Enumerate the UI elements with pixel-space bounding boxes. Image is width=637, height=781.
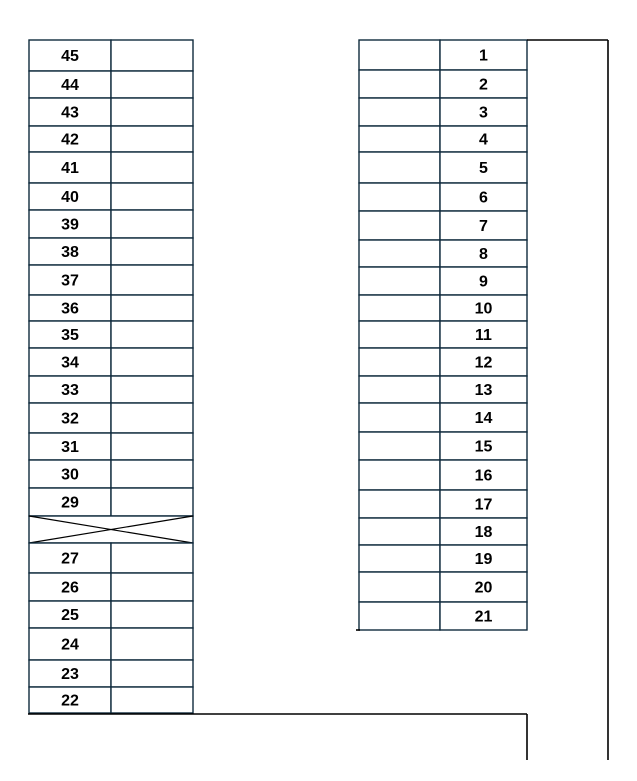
right-slot-row bbox=[359, 403, 527, 432]
left-slot-number: 24 bbox=[61, 636, 79, 654]
right-slot-row bbox=[359, 183, 527, 211]
left-slot-number: 31 bbox=[61, 439, 79, 456]
left-slot-blank-cell bbox=[111, 265, 193, 295]
left-slot-row bbox=[29, 321, 193, 348]
right-slot-number: 16 bbox=[474, 467, 493, 485]
right-slot-row bbox=[359, 572, 527, 602]
left-slot-number: 29 bbox=[61, 494, 79, 512]
right-slot-row bbox=[359, 432, 527, 460]
left-slot-number: 33 bbox=[61, 382, 79, 399]
right-slot-number: 4 bbox=[479, 131, 488, 149]
right-slot-number: 19 bbox=[474, 551, 493, 568]
left-slot-blank-cell bbox=[111, 321, 193, 348]
left-slot-blank-cell bbox=[111, 573, 193, 601]
left-slot-row bbox=[29, 543, 193, 573]
left-slot-row bbox=[29, 295, 193, 321]
right-slot-row bbox=[359, 321, 527, 348]
right-slot-blank-cell bbox=[359, 267, 440, 295]
left-slot-blank-cell bbox=[111, 403, 193, 433]
left-slot-number: 39 bbox=[61, 216, 79, 234]
left-slot-number: 27 bbox=[61, 550, 79, 568]
left-slot-blank-cell bbox=[111, 601, 193, 628]
right-slot-row bbox=[359, 295, 527, 321]
right-slot-blank-cell bbox=[359, 572, 440, 602]
left-slot-number: 30 bbox=[61, 466, 79, 484]
right-slot-number: 21 bbox=[474, 608, 493, 626]
right-slot-blank-cell bbox=[359, 432, 440, 460]
right-slot-number: 6 bbox=[479, 189, 488, 207]
left-slot-blank-cell bbox=[111, 660, 193, 687]
left-slot-blank-cell bbox=[111, 295, 193, 321]
left-slot-column bbox=[29, 40, 193, 713]
left-slot-row bbox=[29, 460, 193, 488]
right-slot-number: 15 bbox=[474, 438, 493, 456]
left-slot-row bbox=[29, 210, 193, 238]
right-slot-blank-cell bbox=[359, 126, 440, 152]
right-slot-blank-cell bbox=[359, 211, 440, 240]
right-slot-number: 13 bbox=[474, 382, 493, 399]
right-slot-number: 5 bbox=[479, 160, 488, 177]
right-slot-blank-cell bbox=[359, 40, 440, 70]
right-slot-row bbox=[359, 460, 527, 490]
left-slot-blank-cell bbox=[111, 71, 193, 98]
right-slot-row bbox=[359, 98, 527, 126]
left-slot-number: 42 bbox=[61, 131, 79, 149]
left-slot-row bbox=[29, 628, 193, 660]
right-slot-row bbox=[359, 211, 527, 240]
left-slot-blank-cell bbox=[111, 376, 193, 403]
left-slot-number: 43 bbox=[61, 104, 79, 122]
right-slot-number: 12 bbox=[474, 354, 493, 372]
left-slot-number: 37 bbox=[61, 272, 79, 290]
right-slot-number: 20 bbox=[474, 579, 493, 597]
left-slot-blank-cell bbox=[111, 348, 193, 376]
right-slot-number: 17 bbox=[474, 496, 493, 514]
left-slot-row bbox=[29, 238, 193, 265]
right-slot-blank-cell bbox=[359, 348, 440, 376]
left-slot-number: 34 bbox=[61, 354, 79, 372]
left-slot-row bbox=[29, 573, 193, 601]
right-slot-row bbox=[359, 267, 527, 295]
right-slot-blank-cell bbox=[359, 70, 440, 98]
right-slot-row bbox=[359, 40, 527, 70]
left-slot-blank-cell bbox=[111, 210, 193, 238]
right-slot-number: 18 bbox=[474, 524, 493, 541]
left-slot-row bbox=[29, 687, 193, 713]
left-slot-number: 23 bbox=[61, 666, 79, 683]
left-slot-row bbox=[29, 433, 193, 460]
left-slot-blank-cell bbox=[111, 543, 193, 573]
left-slot-number: 45 bbox=[61, 48, 79, 65]
right-slot-blank-cell bbox=[359, 321, 440, 348]
right-slot-row bbox=[359, 602, 527, 630]
left-slot-number: 22 bbox=[61, 692, 79, 710]
right-slot-blank-cell bbox=[359, 602, 440, 630]
right-slot-row bbox=[359, 490, 527, 518]
right-slot-number: 9 bbox=[479, 273, 488, 291]
left-slot-blank-cell bbox=[111, 433, 193, 460]
right-slot-number: 10 bbox=[474, 300, 493, 318]
left-slot-number: 41 bbox=[61, 160, 79, 177]
left-slot-number: 25 bbox=[61, 607, 79, 624]
right-slot-blank-cell bbox=[359, 490, 440, 518]
left-slot-blank-cell bbox=[111, 687, 193, 713]
right-slot-row bbox=[359, 376, 527, 403]
left-slot-number: 35 bbox=[61, 327, 79, 344]
left-slot-row bbox=[29, 265, 193, 295]
left-slot-number: 26 bbox=[61, 579, 79, 597]
left-slot-row bbox=[29, 516, 193, 543]
right-slot-blank-cell bbox=[359, 403, 440, 432]
left-slot-row bbox=[29, 126, 193, 152]
left-slot-number: 32 bbox=[61, 410, 79, 428]
right-slot-number: 3 bbox=[479, 104, 488, 122]
left-slot-blank-cell bbox=[111, 460, 193, 488]
left-slot-row bbox=[29, 152, 193, 183]
right-slot-number: 2 bbox=[479, 76, 488, 94]
right-slot-blank-cell bbox=[359, 460, 440, 490]
left-slot-blank-cell bbox=[111, 40, 193, 71]
right-slot-number: 14 bbox=[474, 410, 493, 427]
right-slot-number: 1 bbox=[479, 47, 488, 65]
left-slot-blank-cell bbox=[111, 183, 193, 210]
left-slot-blank-cell bbox=[111, 488, 193, 516]
right-slot-row bbox=[359, 152, 527, 183]
left-slot-blank-cell bbox=[111, 628, 193, 660]
right-slot-number: 7 bbox=[479, 218, 488, 235]
left-slot-row bbox=[29, 601, 193, 628]
right-slot-blank-cell bbox=[359, 545, 440, 572]
left-slot-row bbox=[29, 660, 193, 687]
left-slot-number: 44 bbox=[61, 77, 79, 94]
right-slot-row bbox=[359, 240, 527, 267]
left-slot-blank-cell bbox=[111, 126, 193, 152]
right-slot-blank-cell bbox=[359, 240, 440, 267]
right-slot-row bbox=[359, 518, 527, 545]
left-slot-blank-cell bbox=[111, 98, 193, 126]
right-slot-blank-cell bbox=[359, 152, 440, 183]
left-slot-row bbox=[29, 71, 193, 98]
left-slot-row bbox=[29, 376, 193, 403]
right-slot-row bbox=[359, 70, 527, 98]
right-slot-blank-cell bbox=[359, 376, 440, 403]
left-slot-row bbox=[29, 488, 193, 516]
right-slot-column bbox=[359, 40, 527, 630]
left-slot-blank-cell bbox=[111, 152, 193, 183]
left-slot-row bbox=[29, 348, 193, 376]
right-slot-row bbox=[359, 348, 527, 376]
left-slot-row bbox=[29, 40, 193, 71]
right-slot-row bbox=[359, 126, 527, 152]
right-slot-number: 11 bbox=[475, 327, 492, 344]
left-slot-row bbox=[29, 98, 193, 126]
right-slot-blank-cell bbox=[359, 295, 440, 321]
right-slot-blank-cell bbox=[359, 183, 440, 211]
left-slot-number: 36 bbox=[61, 300, 79, 318]
left-slot-number: 38 bbox=[61, 244, 79, 261]
left-slot-row bbox=[29, 183, 193, 210]
right-slot-blank-cell bbox=[359, 98, 440, 126]
left-slot-blank-cell bbox=[111, 238, 193, 265]
left-slot-number: 40 bbox=[61, 189, 79, 206]
right-slot-blank-cell bbox=[359, 518, 440, 545]
right-slot-row bbox=[359, 545, 527, 572]
right-slot-number: 8 bbox=[479, 246, 488, 263]
left-slot-row bbox=[29, 403, 193, 433]
